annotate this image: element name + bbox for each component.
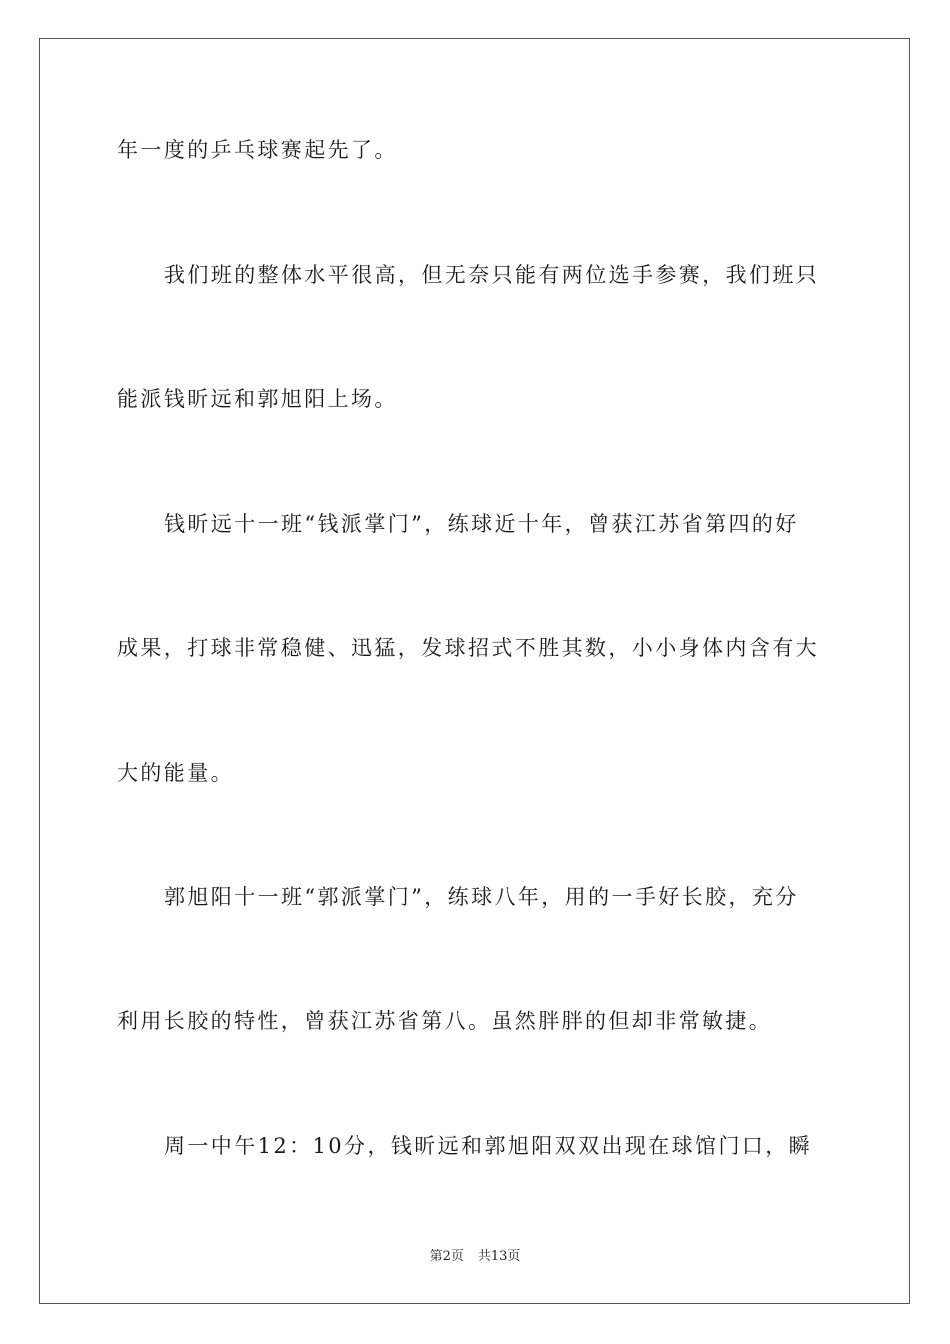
text-line-4: 钱昕远十一班“钱派掌门”，练球近十年，曾获江苏省第四的好 (164, 512, 799, 536)
text-line-1: 年一度的乒乓球赛起先了。 (117, 138, 398, 162)
text-line-5: 成果，打球非常稳健、迅猛，发球招式不胜其数，小小身体内含有大 (117, 636, 819, 660)
text-line-9: 周一中午12：10分，钱昕远和郭旭阳双双出现在球馆门口，瞬 (164, 1134, 813, 1158)
text-line-6: 大的能量。 (117, 761, 234, 785)
page-border (39, 38, 910, 1304)
page-number: 第2页 (429, 1249, 464, 1264)
page-total: 共13页 (477, 1249, 521, 1264)
text-line-2: 我们班的整体水平很高，但无奈只能有两位选手参赛，我们班只 (164, 263, 820, 287)
text-line-7: 郭旭阳十一班“郭派掌门”，练球八年，用的一手好长胶，充分 (164, 885, 799, 909)
text-line-3: 能派钱昕远和郭旭阳上场。 (117, 387, 398, 411)
page-footer (0, 1248, 950, 1266)
text-line-8: 利用长胶的特性，曾获江苏省第八。虽然胖胖的但却非常敏捷。 (117, 1009, 773, 1033)
